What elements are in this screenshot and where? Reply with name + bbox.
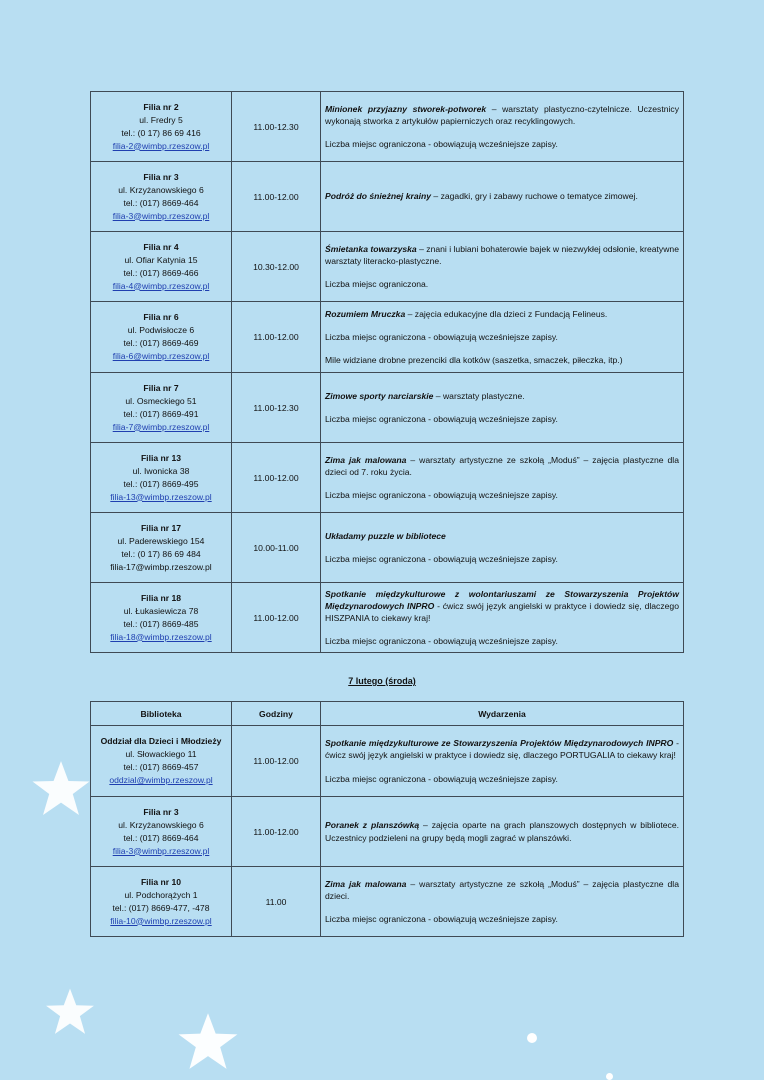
event-title: Spotkanie międzykulturowe z wolontariuszami ze Stowarzyszenia Projektów Międzynarodowych INPRO bbox=[325, 588, 679, 611]
table-row bbox=[91, 583, 684, 653]
library-cell bbox=[91, 513, 232, 583]
event-description: - ćwicz swój język angielski w praktyce i dowiedz się, dlaczego PORTUGALIA to ciekawy kraj! bbox=[325, 738, 679, 761]
library-cell bbox=[91, 302, 232, 373]
hours-cell: 11.00-12.00 bbox=[232, 583, 321, 653]
hours-cell: 11.00-12.00 bbox=[232, 726, 321, 797]
event-cell bbox=[321, 443, 684, 513]
library-name: Filia nr 3 bbox=[143, 171, 179, 182]
event-cell bbox=[321, 797, 684, 867]
library-name: Filia nr 18 bbox=[140, 592, 182, 603]
event-note: Liczba miejsc ograniczona - obowiązują wcześniejsze zapisy. bbox=[325, 914, 558, 925]
library-name: Filia nr 2 bbox=[143, 101, 179, 112]
library-phone: tel.: (017) 8669-477, -478 bbox=[112, 902, 210, 913]
library-address: ul. Podwisłocze 6 bbox=[127, 325, 195, 335]
library-address: ul. Fredry 5 bbox=[139, 114, 183, 125]
library-cell bbox=[91, 867, 232, 937]
event-title: Poranek z planszówką bbox=[325, 820, 420, 831]
event-title: Śmietanka towarzyska bbox=[325, 243, 417, 254]
event-description: – warsztaty artystyczne ze szkołą „Moduś” – zajęcia plastyczne dla dzieci od 7. roku życia. bbox=[325, 454, 679, 477]
event-cell bbox=[321, 726, 684, 797]
table-row bbox=[91, 232, 684, 302]
event-note: Liczba miejsc ograniczona - obowiązują wcześniejsze zapisy. bbox=[325, 554, 558, 564]
event-cell bbox=[321, 302, 684, 373]
library-address: ul. Podchorążych 1 bbox=[124, 889, 198, 900]
library-name: Filia nr 17 bbox=[140, 522, 182, 533]
event-title: Zimowe sporty narciarskie bbox=[325, 390, 434, 401]
event-note: Liczba miejsc ograniczona - obowiązują wcześniejsze zapisy. bbox=[325, 331, 558, 342]
library-cell bbox=[91, 92, 232, 162]
library-email-link[interactable]: filia-2@wimbp.rzeszow.pl bbox=[112, 140, 210, 151]
schedule-table-2 bbox=[90, 701, 684, 937]
library-email-link[interactable]: filia-18@wimbp.rzeszow.pl bbox=[110, 631, 212, 642]
star-icon bbox=[176, 1010, 240, 1074]
event-cell bbox=[321, 373, 684, 443]
library-email: filia-17@wimbp.rzeszow.pl bbox=[110, 561, 212, 572]
event-note: Liczba miejsc ograniczona - obowiązują wcześniejsze zapisy. bbox=[325, 636, 558, 647]
event-note: Liczba miejsc ograniczona - obowiązują wcześniejsze zapisy. bbox=[325, 773, 558, 784]
event-note: Liczba miejsc ograniczona. bbox=[325, 279, 429, 290]
event-title: Rozumiem Mruczka bbox=[325, 308, 406, 319]
decorative-dot bbox=[527, 1033, 537, 1043]
library-phone: tel.: (017) 8669-495 bbox=[123, 478, 199, 489]
library-cell bbox=[91, 797, 232, 867]
event-title: Zima jak malowana bbox=[325, 454, 407, 465]
library-email-link[interactable]: filia-3@wimbp.rzeszow.pl bbox=[112, 845, 210, 856]
hours-cell: 10.30-12.00 bbox=[232, 232, 321, 302]
event-note: Liczba miejsc ograniczona - obowiązują wcześniejsze zapisy. bbox=[325, 414, 558, 424]
library-phone: tel.: (017) 8669-469 bbox=[123, 338, 199, 348]
hours-cell: 10.00-11.00 bbox=[232, 513, 321, 583]
library-email-link[interactable]: filia-10@wimbp.rzeszow.pl bbox=[110, 915, 212, 926]
library-cell bbox=[91, 726, 232, 797]
library-cell bbox=[91, 443, 232, 513]
library-phone: tel.: (017) 8669-466 bbox=[123, 267, 199, 278]
event-title: Układamy puzzle w bibliotece bbox=[325, 530, 446, 541]
library-address: ul. Łukasiewicza 78 bbox=[123, 605, 199, 616]
event-title: Minionek przyjazny stworek-potworek bbox=[325, 103, 487, 114]
library-name: Filia nr 6 bbox=[143, 312, 179, 322]
library-name: Filia nr 10 bbox=[140, 876, 182, 887]
table-row bbox=[91, 867, 684, 937]
event-cell bbox=[321, 583, 684, 653]
column-header-events: Wydarzenia bbox=[321, 702, 684, 726]
library-email-link[interactable]: filia-6@wimbp.rzeszow.pl bbox=[112, 351, 210, 361]
event-description: – warsztaty plastyczne. bbox=[433, 390, 525, 401]
library-address: ul. Iwonicka 38 bbox=[132, 465, 190, 476]
event-description: – warsztaty plastyczno-czytelnicze. Uczestnicy wykonają stworka z artykułów papierniczych oraz recyklingowych. bbox=[325, 103, 679, 126]
library-email-link[interactable]: filia-13@wimbp.rzeszow.pl bbox=[110, 491, 212, 502]
table-row bbox=[91, 797, 684, 867]
library-phone: tel.: (017) 8669-457 bbox=[123, 762, 199, 772]
library-email-link[interactable]: filia-3@wimbp.rzeszow.pl bbox=[112, 210, 210, 221]
event-description: – zajęcia edukacyjne dla dzieci z Fundacją Felineus. bbox=[405, 308, 608, 319]
library-name: Filia nr 3 bbox=[143, 806, 179, 817]
star-icon bbox=[44, 986, 96, 1038]
library-phone: tel.: (017) 8669-464 bbox=[123, 832, 199, 843]
library-address: ul. Słowackiego 11 bbox=[125, 749, 197, 759]
event-description: – warsztaty artystyczne ze szkołą „Moduś” – zajęcia plastyczne dla dzieci. bbox=[325, 878, 679, 901]
library-name: Oddział dla Dzieci i Młodzieży bbox=[100, 736, 222, 746]
event-cell bbox=[321, 513, 684, 583]
event-cell bbox=[321, 232, 684, 302]
hours-cell: 11.00-12.00 bbox=[232, 443, 321, 513]
event-title: Spotkanie międzykulturowe ze Stowarzyszenia Projektów Międzynarodowych INPRO bbox=[325, 738, 674, 749]
library-email-link[interactable]: filia-4@wimbp.rzeszow.pl bbox=[112, 280, 210, 291]
library-address: ul. Krzyżanowskiego 6 bbox=[118, 184, 204, 195]
event-note: Mile widziane drobne prezenciki dla kotków (saszetka, smaczek, piłeczka, itp.) bbox=[325, 355, 623, 366]
table-row bbox=[91, 443, 684, 513]
library-email-link[interactable]: oddzial@wimbp.rzeszow.pl bbox=[109, 775, 213, 785]
library-address: ul. Osmeckiego 51 bbox=[125, 395, 197, 406]
decorative-dot bbox=[606, 1073, 613, 1080]
column-header-library: Biblioteka bbox=[91, 702, 232, 726]
library-email-link[interactable]: filia-7@wimbp.rzeszow.pl bbox=[112, 421, 210, 432]
library-phone: tel.: (017) 8669-464 bbox=[123, 197, 199, 208]
event-description: - ćwicz swój język angielski w praktyce i dowiedz się, dlaczego HISZPANIA to ciekawy kraj! bbox=[325, 600, 679, 623]
library-address: ul. Krzyżanowskiego 6 bbox=[118, 819, 204, 830]
schedule-table-1 bbox=[90, 91, 684, 653]
event-description: – znani i lubiani bohaterowie bajek w niezwykłej odsłonie, kreatywne warsztaty literacko-plastyczne. bbox=[325, 243, 679, 266]
hours-cell: 11.00-12.00 bbox=[232, 302, 321, 373]
event-cell bbox=[321, 867, 684, 937]
library-name: Filia nr 4 bbox=[143, 241, 179, 252]
hours-cell: 11.00-12.00 bbox=[232, 162, 321, 232]
library-name: Filia nr 7 bbox=[143, 382, 179, 393]
table-row bbox=[91, 513, 684, 583]
library-phone: tel.: (0 17) 86 69 416 bbox=[121, 127, 201, 138]
hours-cell: 11.00-12.30 bbox=[232, 92, 321, 162]
library-cell bbox=[91, 373, 232, 443]
table-row bbox=[91, 726, 684, 797]
library-address: ul. Paderewskiego 154 bbox=[117, 535, 205, 546]
library-address: ul. Ofiar Katynia 15 bbox=[124, 254, 198, 265]
event-description: – zajęcia oparte na grach planszowych dostępnych w bibliotece. Uczestnicy podzieleni na grupy będą mogli zagrać w planszówki. bbox=[325, 820, 679, 843]
event-note: Liczba miejsc ograniczona - obowiązują wcześniejsze zapisy. bbox=[325, 490, 558, 501]
event-title: Podróż do śnieżnej krainy bbox=[325, 191, 432, 202]
column-header-hours: Godziny bbox=[232, 702, 321, 726]
hours-cell: 11.00 bbox=[232, 867, 321, 937]
event-title: Zima jak malowana bbox=[325, 878, 407, 889]
library-name: Filia nr 13 bbox=[140, 452, 182, 463]
table-row bbox=[91, 373, 684, 443]
library-phone: tel.: (017) 8669-491 bbox=[123, 408, 199, 419]
library-cell bbox=[91, 232, 232, 302]
library-cell bbox=[91, 583, 232, 653]
event-description: – zagadki, gry i zabawy ruchowe o tematyce zimowej. bbox=[431, 191, 638, 202]
library-phone: tel.: (017) 8669-485 bbox=[123, 618, 199, 629]
table-row bbox=[91, 162, 684, 232]
hours-cell: 11.00-12.30 bbox=[232, 373, 321, 443]
library-phone: tel.: (0 17) 86 69 484 bbox=[121, 548, 201, 559]
event-cell bbox=[321, 92, 684, 162]
hours-cell: 11.00-12.00 bbox=[232, 797, 321, 867]
event-cell bbox=[321, 162, 684, 232]
day-heading: 7 lutego (środa) bbox=[348, 676, 416, 686]
star-icon bbox=[30, 758, 92, 820]
table-header-row bbox=[91, 702, 684, 726]
event-note: Liczba miejsc ograniczona - obowiązują wcześniejsze zapisy. bbox=[325, 139, 558, 150]
library-cell bbox=[91, 162, 232, 232]
table-row bbox=[91, 92, 684, 162]
table-row bbox=[91, 302, 684, 373]
